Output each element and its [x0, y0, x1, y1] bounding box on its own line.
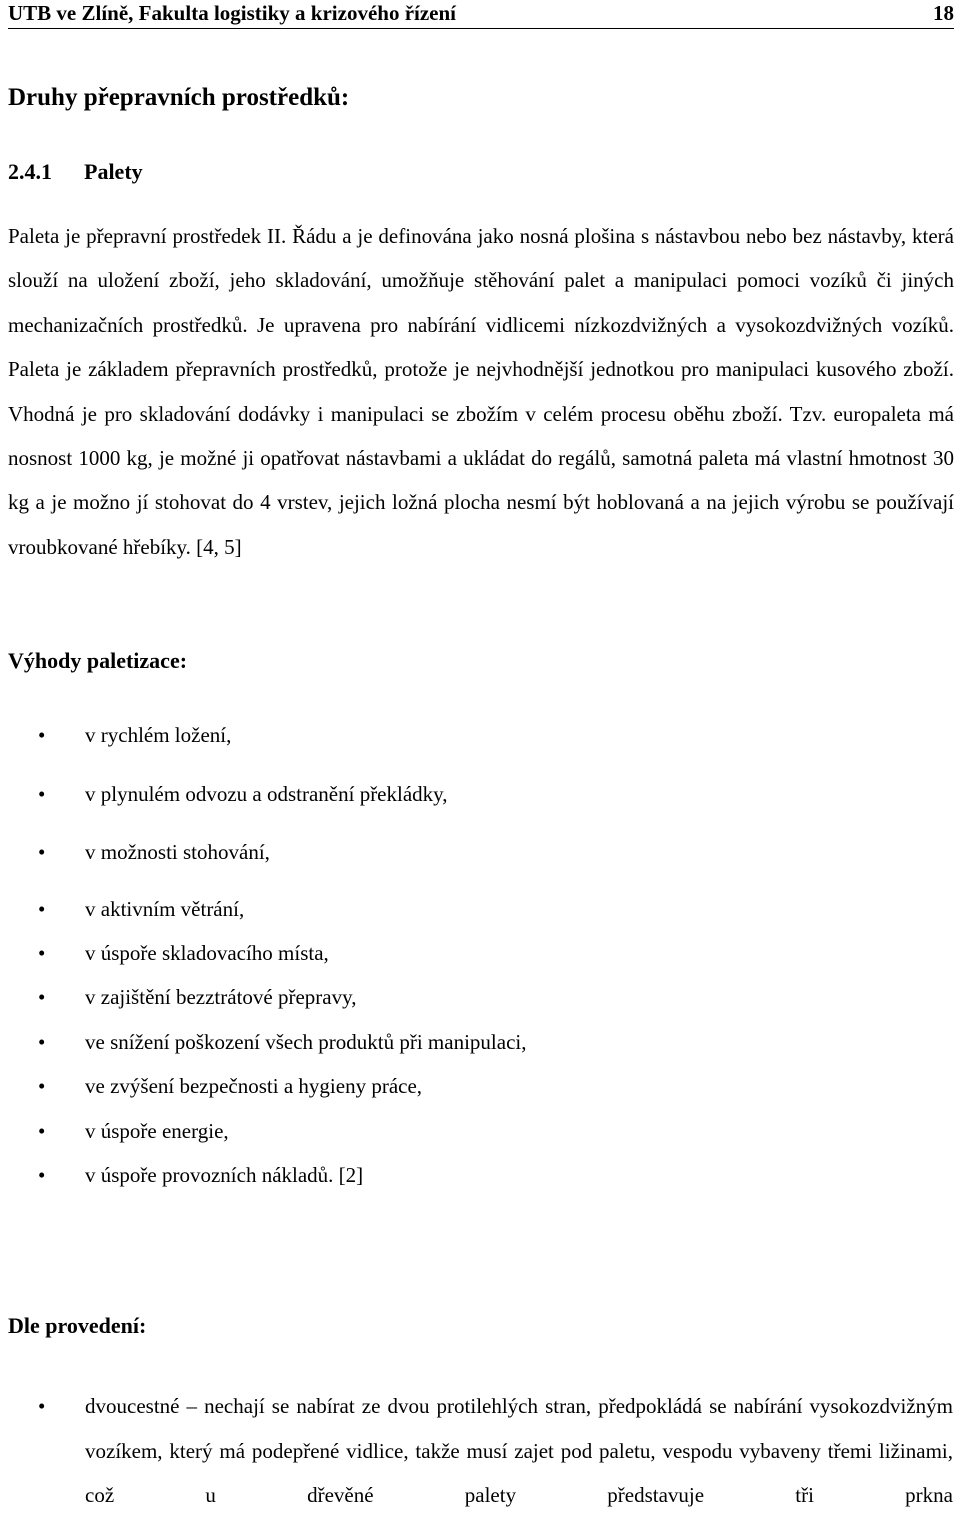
- bullet-icon: •: [38, 723, 46, 747]
- section-number: 2.4.1: [8, 159, 52, 184]
- section-heading: [8, 159, 143, 185]
- bullet-icon: •: [38, 840, 46, 864]
- list-item-text: v rychlém ložení,: [85, 723, 232, 747]
- list-item-text: v zajištění bezztrátové přepravy,: [85, 985, 357, 1009]
- advantages-heading: Výhody paletizace:: [8, 648, 188, 673]
- list-item-text: v úspoře skladovacího místa,: [85, 941, 329, 965]
- page-header: [8, 0, 954, 29]
- main-heading: Druhy přepravních prostředků:: [8, 84, 350, 111]
- bullet-icon: •: [38, 1074, 46, 1098]
- list-item-text: v možnosti stohování,: [85, 840, 270, 864]
- header-title: UTB ve Zlíně, Fakulta logistiky a krizového řízení: [8, 1, 457, 25]
- bullet-icon: •: [38, 1394, 46, 1418]
- section-title: Palety: [84, 159, 143, 184]
- bullet-icon: •: [38, 897, 46, 921]
- list-item-text: v úspoře energie,: [85, 1119, 229, 1143]
- list-item-text: v aktivním větrání,: [85, 897, 245, 921]
- bullet-icon: •: [38, 1030, 46, 1054]
- list-item-text: ve zvýšení bezpečnosti a hygieny práce,: [85, 1074, 423, 1098]
- bullet-icon: •: [38, 1119, 46, 1143]
- design-list-item: dvoucestné – nechají se nabírat ze dvou protilehlých stran, předpokládá se nabírání vysokozdvižným vozíkem, který má podepřené vidlice, takže musí zajet pod paletu, vespodu vybaveny třemi ližinami, což u dřevěné palety představuje tři prkna: [85, 1394, 953, 1507]
- bullet-icon: •: [38, 782, 46, 806]
- bullet-icon: •: [38, 985, 46, 1009]
- bullet-icon: •: [38, 1163, 46, 1187]
- bullet-icon: •: [38, 941, 46, 965]
- list-item-text: v plynulém odvozu a odstranění překládky,: [85, 782, 448, 806]
- page-number: 18: [933, 1, 954, 25]
- design-heading: Dle provedení:: [8, 1313, 147, 1338]
- list-item-text: v úspoře provozních nákladů. [2]: [85, 1163, 364, 1187]
- body-paragraph: Paleta je přepravní prostředek II. Řádu a je definována jako nosná plošina s nástavbou nebo bez nástavby, která slouží na uložení zboží, jeho skladování, umožňuje stěhování palet a manipulaci pomoci vozíků či jiných mechanizačních prostředků. Je upravena pro nabírání vidlicemi nízkozdvižných a vysokozdvižných vozíků. Paleta je základem přepravních prostředků, protože je nejvhodnější jednotkou pro manipulaci kusového zboží. Vhodná je pro skladování dodávky i manipulaci se zbožím v celém procesu oběhu zboží. Tzv. europaleta má nosnost 1000 kg, je možné ji opatřovat nástavbami a ukládat do regálů, samotná paleta má vlastní hmotnost 30 kg a je možno jí stohovat do 4 vrstev, jejich ložná plocha nesmí být hoblovaná a na jejich výrobu se používají vroubkované hřebíky. [4, 5]: [8, 224, 954, 559]
- list-item-text: ve snížení poškození všech produktů při manipulaci,: [85, 1030, 527, 1054]
